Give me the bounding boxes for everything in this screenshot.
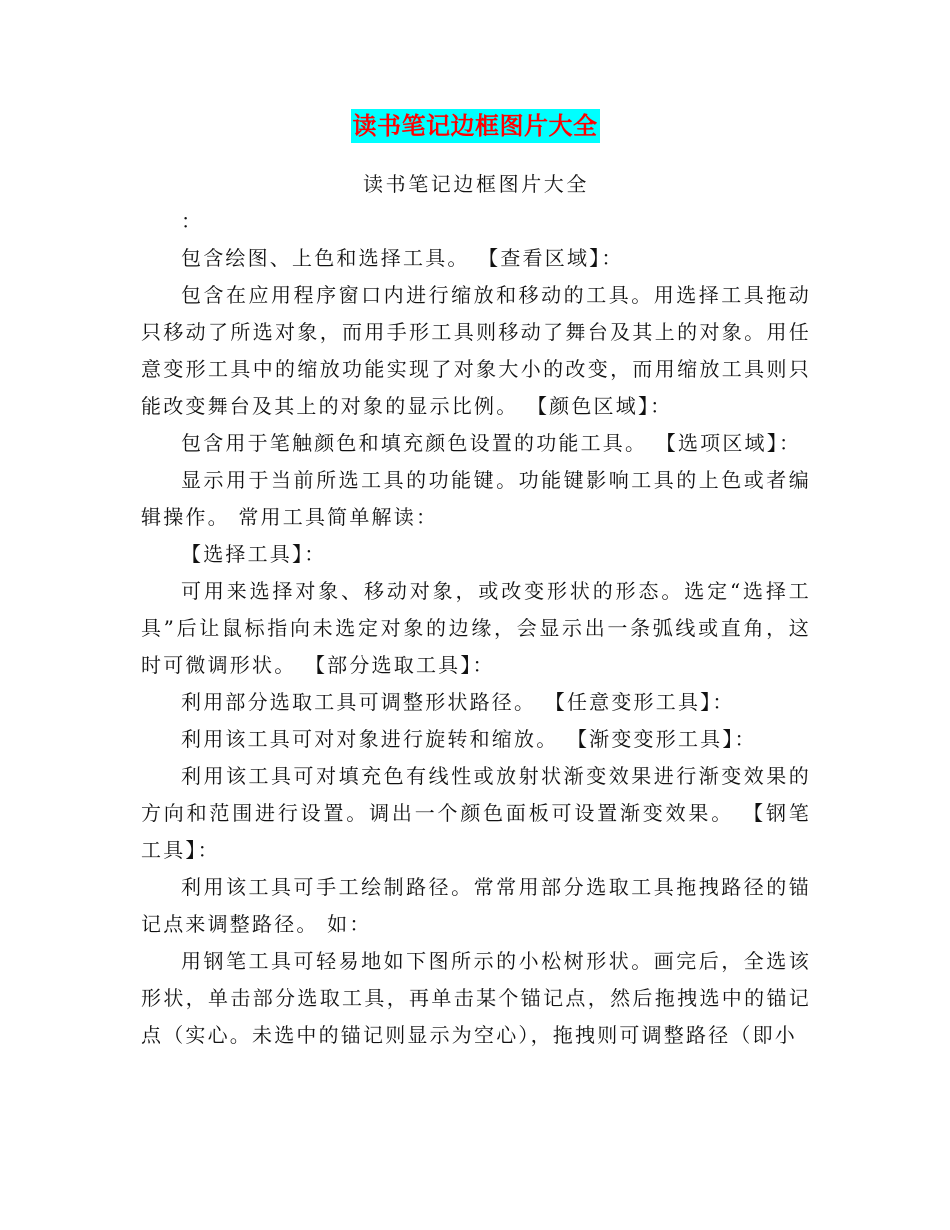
paragraph: 可用来选择对象、移动对象，或改变形状的形态。选定“选择工具”后让鼠标指向未选定对象的边缘，会显示出一条弧线或直角，这时可微调形状。 【部分选取工具】： [141,579,811,677]
paragraph: 利用该工具可对对象进行旋转和缩放。 【渐变变形工具】： [181,727,757,751]
document-body [141,166,811,1054]
paragraph: 显示用于当前所选工具的功能键。功能键影响工具的上色或者编辑操作。 常用工具简单解读： [141,468,811,529]
paragraph: 包含绘图、上色和选择工具。 【查看区域】： [181,246,624,270]
title-block [0,109,950,143]
paragraph: 利用该工具可对填充色有线性或放射状渐变效果进行渐变效果的方向和范围进行设置。调出一个颜色面板可设置渐变效果。 【钢笔工具】： [141,764,811,862]
paragraph: 【选择工具】： [181,542,327,566]
paragraph: ： [181,209,204,233]
paragraph: 利用该工具可手工绘制路径。常常用部分选取工具拖拽路径的锚记点来调整路径。 如： [141,875,811,936]
paragraph: 包含在应用程序窗口内进行缩放和移动的工具。用选择工具拖动只移动了所选对象，而用手形工具则移动了舞台及其上的对象。用任意变形工具中的缩放功能实现了对象大小的改变，而用缩放工具则只能改变舞台及其上的对象的显示比例。 【颜色区域】： [141,283,811,418]
paragraph: 利用部分选取工具可调整形状路径。 【任意变形工具】： [181,690,735,714]
document-title: 读书笔记边框图片大全 [351,109,600,143]
paragraph: 用钢笔工具可轻易地如下图所示的小松树形状。画完后，全选该形状，单击部分选取工具，再单击某个锚记点，然后拖拽选中的锚记点（实心。未选中的锚记则显示为空心），拖拽则可调整路径（即小 [141,949,811,1047]
paragraph: 包含用于笔触颜色和填充颜色设置的功能工具。 【选项区域】： [181,431,802,455]
document-subtitle: 读书笔记边框图片大全 [363,172,589,196]
